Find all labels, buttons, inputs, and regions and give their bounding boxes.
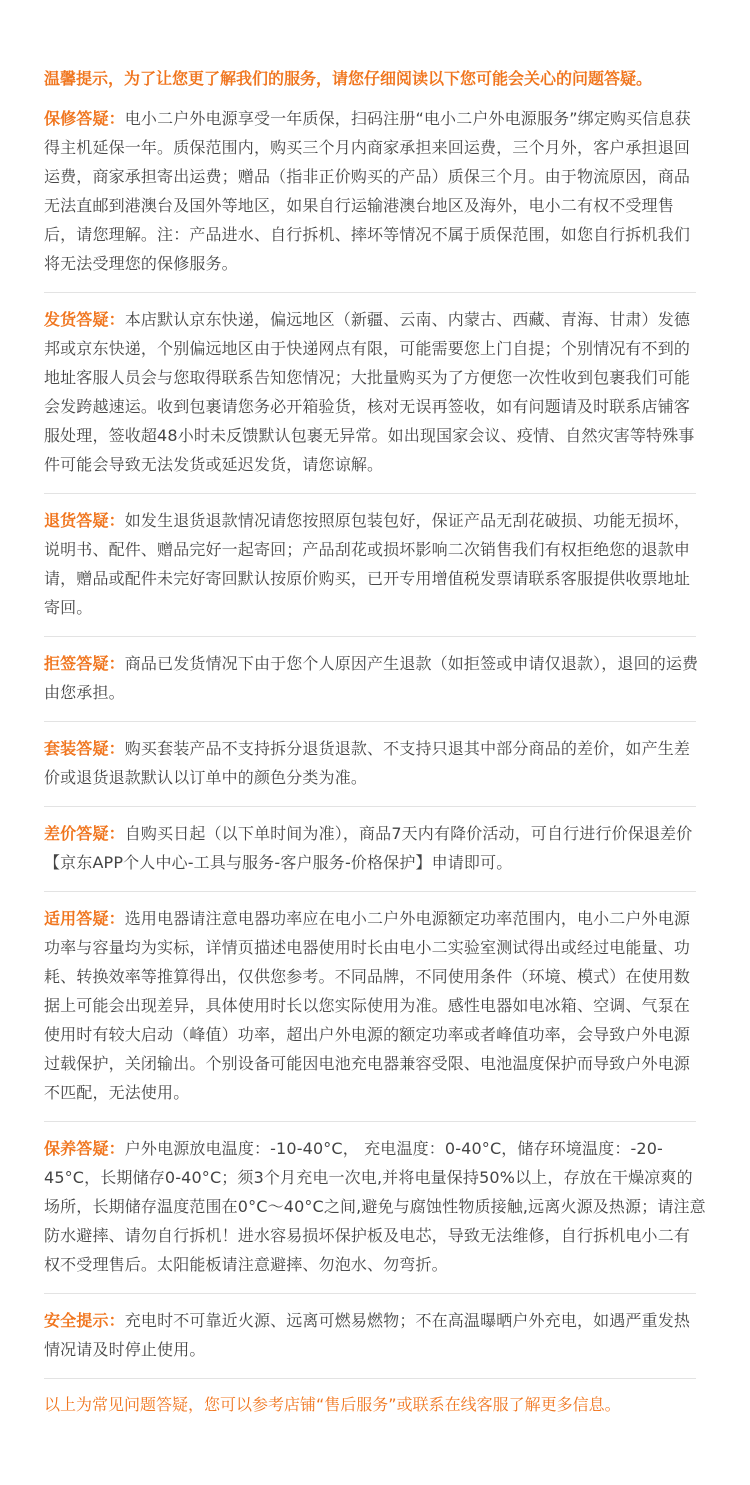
divider [44,1293,696,1294]
faq-section-safety [44,1306,706,1364]
divider [44,806,696,807]
faq-text-bundle: 购买套装产品不支持拆分退货退款、不支持只退其中部分商品的差价，如产生差价或退货退款默认以订单中的颜色分类为准。 [44,739,691,787]
divider [44,292,696,293]
faq-label-refusal: 拒签答疑： [44,654,125,673]
faq-text-maintenance: 户外电源放电温度：-10-40°C， 充电温度：0-40°C，储存环境温度：-20-45°C，长期储存0-40°C；须3个月充电一次电,并将电量保持50%以上，存放在干燥凉爽的场所，长期储存温度范围在0°C～40°C之间,避免与腐蚀性物质接触,远离火源及热源；请注意防水避摔、请勿自行拆机！进水容易损坏保护板及电芯，导致无法维修，自行拆机电小二有权不受理售后。太阳能板请注意避摔、勿泡水、勿弯折。 [44,1139,706,1274]
faq-section-bundle [44,734,706,792]
faq-label-shipping: 发货答疑： [44,310,125,329]
faq-text-warranty: 电小二户外电源享受一年质保，扫码注册“电小二户外电源服务”绑定购买信息获得主机延保一年。质保范围内，购买三个月内商家承担来回运费，三个月外，客户承担退回运费，商家承担寄出运费；赠品（指非正价购买的产品）质保三个月。由于物流原因，商品无法直邮到港澳台及国外等地区，如果自行运输港澳台地区及海外，电小二有权不受理售后，请您理解。注：产品进水、自行拆机、摔坏等情况不属于质保范围，如您自行拆机我们将无法受理您的保修服务。 [44,109,691,273]
faq-section-shipping [44,305,706,479]
divider [44,493,696,494]
divider [44,1378,696,1379]
faq-text-price-difference: 自购买日起（以下单时间为准），商品7天内有降价活动，可自行进行价保退差价【京东APP个人中心-工具与服务-客户服务-价格保护】申请即可。 [44,824,693,872]
faq-section-refusal [44,649,706,707]
faq-section-applicability [44,904,706,1107]
faq-label-returns: 退货答疑： [44,511,125,530]
faq-label-applicability: 适用答疑： [44,909,125,928]
faq-text-shipping: 本店默认京东快递，偏远地区（新疆、云南、内蒙古、西藏、青海、甘肃）发德邦或京东快递，个别偏远地区由于快递网点有限，可能需要您上门自提；个别情况有不到的地址客服人员会与您取得联系告知您情况；大批量购买为了方便您一次性收到包裹我们可能会发跨越速运。收到包裹请您务必开箱验货，核对无误再签收，如有问题请及时联系店铺客服处理，签收超48小时未反馈默认包裹无异常。如出现国家会议、疫情、自然灾害等特殊事件可能会导致无法发货或延迟发货，请您谅解。 [44,310,695,474]
faq-section-warranty [44,104,706,278]
divider [44,1121,696,1122]
faq-label-price-difference: 差价答疑： [44,824,125,843]
faq-label-maintenance: 保养答疑： [44,1139,125,1158]
faq-text-refusal: 商品已发货情况下由于您个人原因产生退款（如拒签或申请仅退款），退回的运费由您承担。 [44,654,699,702]
faq-label-safety: 安全提示： [44,1311,125,1330]
faq-section-returns [44,506,706,622]
divider [44,721,696,722]
divider [44,636,696,637]
faq-text-safety: 充电时不可靠近火源、远离可燃易燃物；不在高温曝晒户外充电，如遇严重发热情况请及时停止使用。 [44,1311,691,1359]
outro-notice: 以上为常见问题答疑，您可以参考店铺“售后服务”或联系在线客服了解更多信息。 [44,1395,621,1414]
faq-label-bundle: 套装答疑： [44,739,125,758]
faq-section-maintenance [44,1134,706,1279]
faq-text-returns: 如发生退货退款情况请您按照原包装包好，保证产品无刮花破损、功能无损坏，说明书、配件、赠品完好一起寄回；产品刮花或损坏影响二次销售我们有权拒绝您的退款申请，赠品或配件未完好寄回默认按原价购买，已开专用增值税发票请联系客服提供收票地址寄回。 [44,511,691,617]
intro-notice: 温馨提示，为了让您更了解我们的服务，请您仔细阅读以下您可能会关心的问题答疑。 [44,69,653,88]
divider [44,891,696,892]
faq-text-applicability: 选用电器请注意电器功率应在电小二户外电源额定功率范围内，电小二户外电源功率与容量均为实标，详情页描述电器使用时长由电小二实验室测试得出或经过电能量、功耗、转换效率等推算得出，仅供您参考。不同品牌，不同使用条件（环境、模式）在使用数据上可能会出现差异，具体使用时长以您实际使用为准。感性电器如电冰箱、空调、气泵在使用时有较大启动（峰值）功率，超出户外电源的额定功率或者峰值功率，会导致户外电源过载保护，关闭输出。个别设备可能因电池充电器兼容受限、电池温度保护而导致户外电源不匹配，无法使用。 [44,909,691,1102]
faq-label-warranty: 保修答疑： [44,109,125,128]
faq-section-price-difference [44,819,706,877]
